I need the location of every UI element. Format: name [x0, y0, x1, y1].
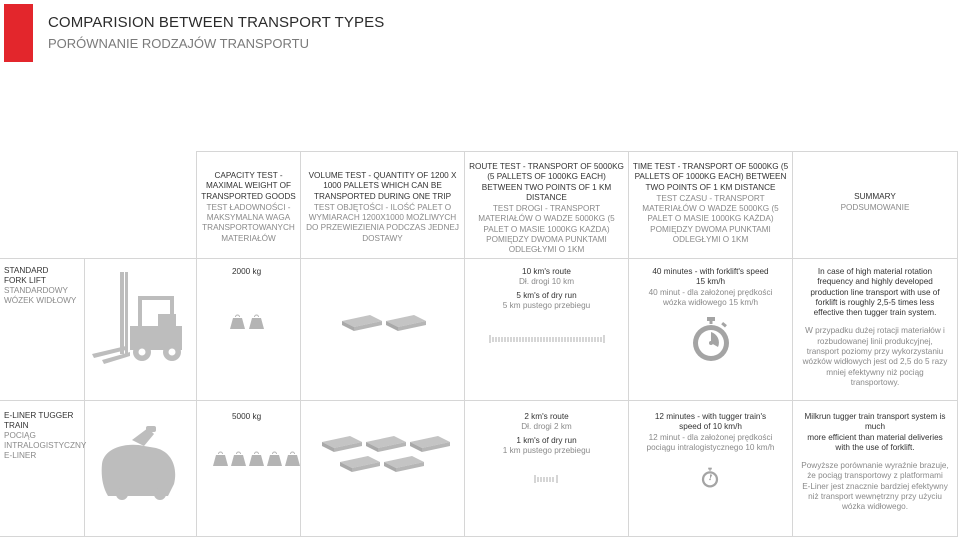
summary-en-line: forklift is roughly 2,5-5 times less	[815, 297, 935, 307]
row-label-pl: STANDARDOWY	[4, 286, 68, 295]
header-volume-pl: TEST OBJĘTOŚCI - ILOŚĆ PALET O WYMIARACH 1200X1000 MOŻLIWYCH DO PRZEWIEZIENIA PODCZAS JEDNEJ DOSTAWY	[306, 202, 459, 243]
weight-icon	[249, 450, 264, 466]
row-label-pl: WÓZEK WIDŁOWY	[4, 296, 77, 305]
dry-run-pl: 1 km pustego przebiegu	[502, 445, 591, 455]
header-route	[465, 162, 628, 255]
header-summary-en: SUMMARY	[854, 192, 896, 201]
time-en: 12 minutes - with tugger train's	[654, 412, 767, 421]
tugger-train-icon	[98, 424, 180, 500]
table-bottom-border	[0, 536, 958, 537]
summary-en-line: effective then tugger train system.	[813, 308, 937, 318]
page-subtitle: PORÓWNANIE RODZAJÓW TRANSPORTU	[48, 36, 309, 51]
summary-en-line: Milkrun tugger train transport system is	[804, 412, 946, 421]
page-title: COMPARISION BETWEEN TRANSPORT TYPES	[48, 14, 385, 31]
row-label-pl: INTRALOGISTYCZNY	[4, 441, 87, 450]
forklift-pallets	[338, 309, 430, 335]
summary-pl-line: W przypadku dużej rotacji materiałów i	[805, 326, 945, 336]
summary-en-line: more efficient than material deliveries	[807, 432, 943, 442]
summary-pl-line: E-Liner jest znacznie bardziej efektywny	[802, 481, 948, 491]
row-divider	[0, 258, 958, 259]
header-route-en: ROUTE TEST - TRANSPORT OF 5000KG (5 PALLETS OF 1000KG EACH) BETWEEN TWO POINTS OF 1 KM DISTANCE	[469, 162, 624, 202]
header-summary-pl: PODSUMOWANIE	[840, 203, 910, 213]
summary-pl-line: transport poziomy przy wykorzystaniu	[806, 347, 944, 357]
dry-run-en: 1 km's of dry run	[516, 435, 577, 445]
time-pl: wózka widłowego 15 km/h	[662, 297, 759, 307]
stopwatch-icon	[701, 467, 719, 489]
summary-pl-line: niż transport wewnętrzny przy użyciu	[808, 492, 942, 502]
eliner-pallets	[318, 430, 458, 476]
dry-run-en: 5 km's of dry run	[516, 290, 577, 300]
weight-icon	[267, 450, 282, 466]
row-label-eliner	[4, 411, 86, 461]
summary-pl-line: mniej efektywny niż pociąg	[826, 367, 924, 377]
weight-icon	[285, 450, 300, 466]
header-capacity-en: CAPACITY TEST - MAXIMAL WEIGHT OF TRANSPORTED GOODS	[201, 171, 296, 201]
summary-pl-line: Powyższe porównanie wyraźnie brazuje,	[801, 461, 949, 471]
row-label-en: E-LINER TUGGER	[4, 411, 74, 420]
header-route-pl: TEST DROGI - TRANSPORT MATERIAŁÓW O WADZE 5000KG (5 PALET O MASIE 1000KG KAŻDA) POMIĘDZY DWOMA PUNKTAMI ODLEGŁYMI O 1KM	[478, 204, 615, 255]
eliner-capacity-value: 5000 kg	[232, 412, 262, 421]
summary-en-line: much	[864, 422, 886, 432]
route-pl: Dł. drogi 2 km	[521, 422, 572, 432]
pallet-icon	[410, 436, 450, 452]
header-capacity	[197, 162, 300, 246]
time-en: 40 minutes - with forklift's speed	[652, 267, 769, 276]
row-label-en: FORK LIFT	[4, 276, 46, 285]
eliner-weights	[213, 450, 300, 466]
time-pl: 12 minut - dla założonej prędkości	[648, 432, 773, 442]
summary-pl-line: że pociąg transportowy z platformami	[807, 471, 943, 481]
time-en: 15 km/h	[695, 277, 726, 287]
row-label-pl: POCIĄG	[4, 431, 36, 440]
row-label-en: STANDARD	[4, 266, 49, 275]
pallet-icon	[386, 315, 426, 331]
route-distance-bar	[534, 474, 558, 484]
route-distance-bar	[489, 334, 605, 344]
row-label-forklift	[4, 266, 76, 306]
header-summary	[793, 162, 957, 246]
row-label-en: TRAIN	[4, 421, 29, 430]
row-divider	[0, 400, 958, 401]
route-en: 2 km's route	[524, 412, 569, 421]
eliner-summary	[793, 412, 957, 513]
column-divider	[84, 258, 85, 537]
weight-icon	[231, 450, 246, 466]
header-volume-en: VOLUME TEST - QUANTITY OF 1200 X 1000 PALLETS WHICH CAN BE TRANSPORTED DURING ONE TRIP	[308, 171, 457, 201]
summary-pl-line: wózka widłowego.	[842, 502, 908, 512]
pallet-icon	[384, 456, 424, 472]
time-en: speed of 10 km/h	[679, 422, 742, 432]
weight-icon	[213, 450, 228, 466]
route-en: 10 km's route	[522, 267, 571, 276]
summary-en-line: production line transport with use of	[810, 287, 940, 297]
time-pl: pociągu intralogistycznego 10 km/h	[646, 442, 775, 452]
pallet-icon	[342, 315, 382, 331]
time-pl: 40 minut - dla założonej prędkości	[648, 287, 773, 297]
header-time	[629, 162, 792, 246]
column-divider	[957, 151, 958, 537]
header-time-en: TIME TEST - TRANSPORT OF 5000KG (5 PALLETS OF 1000KG EACH) BETWEEN TWO POINTS OF 1 KM DISTANCE	[632, 162, 789, 192]
summary-pl-line: rozbudowanej linii produkcyjnej,	[817, 336, 933, 346]
header-volume	[301, 162, 464, 246]
row-label-pl: E-LINER	[4, 451, 37, 460]
summary-pl-line: wózków widłowych jest od 2,5 do 5 razy	[802, 357, 948, 367]
pallet-icon	[340, 456, 380, 472]
forklift-time-info	[629, 267, 792, 308]
summary-en-line: frequency and highly developed	[817, 277, 933, 287]
stopwatch-icon	[691, 317, 731, 363]
dry-run-pl: 5 km pustego przebiegu	[502, 300, 591, 310]
summary-pl-line: transportowy.	[850, 377, 900, 387]
table-top-border	[196, 151, 958, 152]
forklift-weights	[230, 313, 264, 329]
header-time-pl: TEST CZASU - TRANSPORT MATERIAŁÓW O WADZE 5000KG (5 PALET O MASIE 1000KG KAŻDA) POMIĘDZY DWOMA PUNKTAMI ODLEGŁYMI O 1KM	[642, 193, 779, 245]
pallet-icon	[322, 436, 362, 452]
route-pl: Dł. drogi 10 km	[518, 277, 575, 287]
weight-icon	[249, 313, 264, 329]
eliner-route-info	[465, 412, 628, 456]
summary-en-line: In case of high material rotation	[817, 267, 933, 276]
forklift-summary	[793, 267, 957, 388]
forklift-capacity-value: 2000 kg	[232, 267, 262, 276]
forklift-icon	[90, 268, 190, 368]
header-capacity-pl: TEST ŁADOWNOŚCI - MAKSYMALNA WAGA TRANSPORTOWANYCH MATERIAŁÓW	[202, 202, 295, 243]
brand-accent-bar	[4, 4, 33, 62]
summary-en-line: with the use of forklift.	[835, 442, 915, 452]
weight-icon	[230, 313, 245, 329]
eliner-time-info	[629, 412, 792, 453]
forklift-route-info	[465, 267, 628, 311]
pallet-icon	[366, 436, 406, 452]
